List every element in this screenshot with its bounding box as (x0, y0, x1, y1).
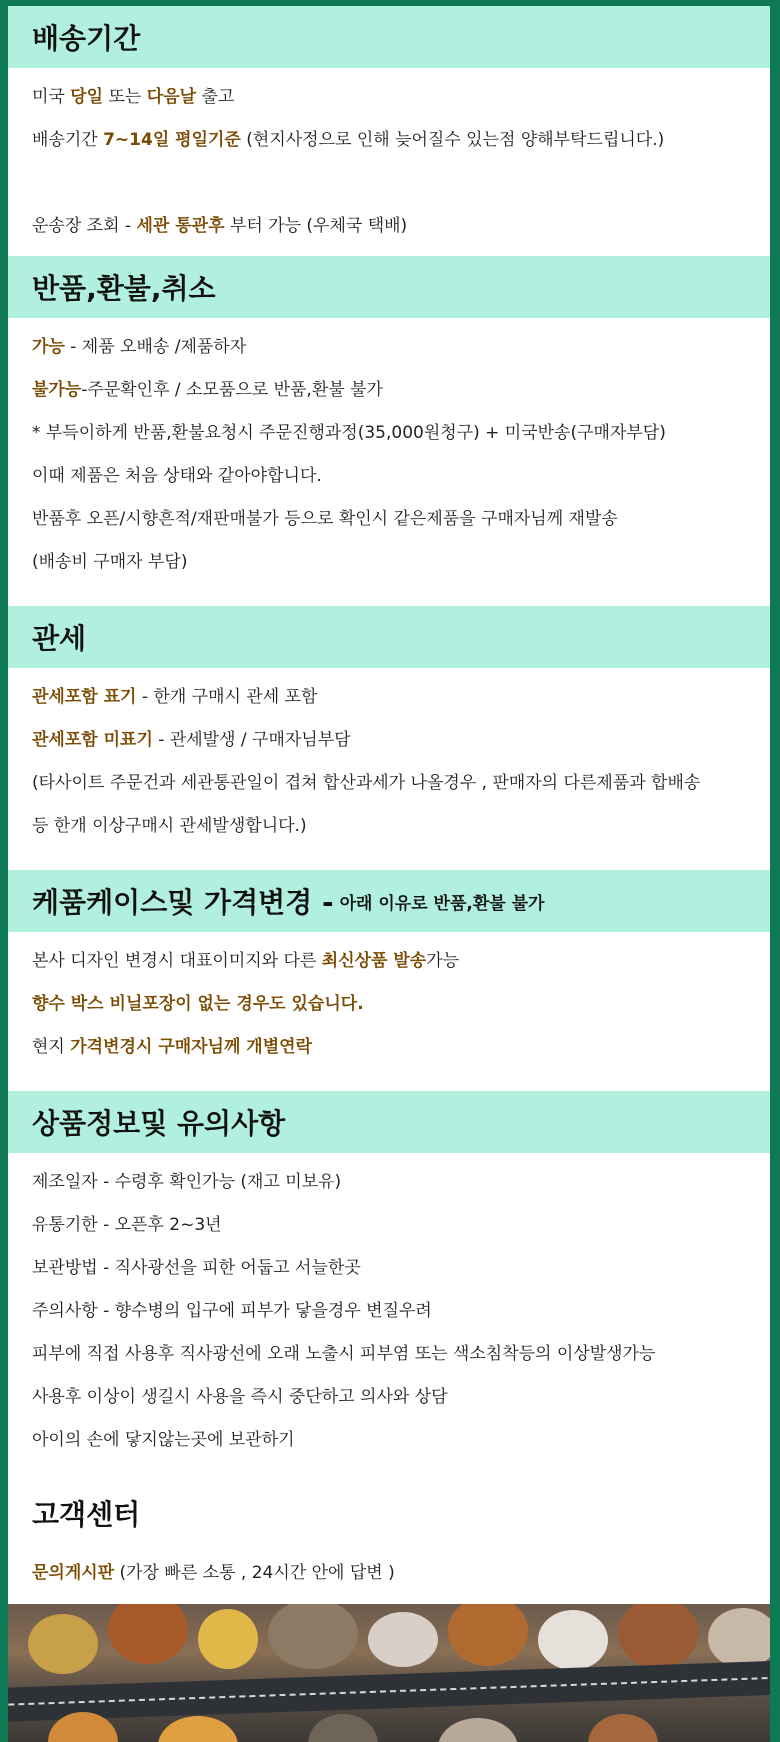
autumn-forest-road-photo (8, 1604, 770, 1742)
highlight-text: 세관 통관후 (136, 216, 225, 236)
section-body (8, 932, 770, 1069)
body-text: 또는 (103, 87, 147, 107)
body-text: 보관방법 - 직사광선을 피한 어둡고 서늘한곳 (32, 1258, 361, 1278)
body-text: 현지 (32, 1037, 71, 1057)
section-title: 배송기간 (32, 22, 141, 55)
body-text: (현지사정으로 인해 늦어질수 있는점 양해부탁드립니다.) (240, 130, 665, 150)
body-text: 피부에 직접 사용후 직사광선에 오래 노출시 피부염 또는 색소침착등의 이상발생가능 (32, 1344, 656, 1364)
body-text: 아이의 손에 닿지않는곳에 보관하기 (32, 1430, 295, 1450)
info-line (32, 162, 746, 205)
body-text: 반품후 오픈/시향흔적/재판매불가 등으로 확인시 같은제품을 구매자님께 재발송 (32, 509, 618, 529)
highlight-text: 다음날 (146, 87, 197, 107)
info-line (32, 541, 746, 584)
section-header (8, 256, 770, 318)
info-line (32, 1419, 746, 1462)
info-line (32, 119, 746, 162)
info-line (32, 1247, 746, 1290)
info-line (32, 205, 746, 248)
info-line (32, 1552, 746, 1595)
info-line (32, 76, 746, 119)
info-line (32, 326, 746, 369)
body-text: 미국 (32, 87, 71, 107)
body-text: (가장 빠른 소통 , 24시간 안에 답변 ) (114, 1563, 395, 1583)
section-title: 상품정보및 유의사항 (32, 1107, 286, 1140)
highlight-text: 최신상품 발송 (321, 951, 427, 971)
highlight-text: 문의게시판 (32, 1563, 115, 1583)
section-body (8, 68, 770, 248)
info-line (32, 983, 746, 1026)
info-line (32, 1204, 746, 1247)
highlight-text: 가격변경시 구매자님께 개별연락 (70, 1037, 312, 1057)
section-subtitle: 아래 이유로 반품,환불 불가 (339, 893, 545, 914)
body-text: 사용후 이상이 생길시 사용을 즉시 중단하고 의사와 상담 (32, 1387, 448, 1407)
body-text: (타사이트 주문건과 세관통관일이 겹쳐 합산과세가 나올경우 , 판매자의 다른제품과 합배송 (32, 773, 701, 793)
highlight-text: 관세포함 미표기 (32, 730, 153, 750)
highlight-text: 가능 (32, 337, 65, 357)
body-text: 본사 디자인 변경시 대표이미지와 다른 (32, 951, 322, 971)
highlight-text: 7~14일 평일기준 (103, 130, 241, 150)
section-body (8, 1153, 770, 1462)
body-text: 제조일자 - 수령후 확인가능 (재고 미보유) (32, 1172, 342, 1192)
info-line (32, 940, 746, 983)
body-text: 등 한개 이상구매시 관세발생합니다.) (32, 816, 307, 836)
section-title: 케품케이스및 가격변경 - (32, 886, 334, 919)
body-text: 가능 (426, 951, 460, 971)
section-body (8, 668, 770, 848)
body-text: - 제품 오배송 /제품하자 (64, 337, 247, 357)
info-line (32, 1161, 746, 1204)
body-text: - 관세발생 / 구매자님부담 (152, 730, 351, 750)
info-line (32, 719, 746, 762)
body-text: 유통기한 - 오픈후 2~3년 (32, 1215, 222, 1235)
body-text: 이때 제품은 처음 상태와 같아야합니다. (32, 466, 322, 486)
body-text: 부터 가능 (우체국 택배) (224, 216, 408, 236)
info-line (32, 369, 746, 412)
section-body (8, 318, 770, 584)
section-title: 반품,환불,취소 (32, 272, 216, 305)
body-text: 출고 (196, 87, 235, 107)
info-line (32, 762, 746, 805)
highlight-text: 향수 박스 비닐포장이 없는 경우도 있습니다. (32, 994, 364, 1014)
highlight-text: 관세포함 표기 (32, 687, 137, 707)
highlight-text: 당일 (70, 87, 104, 107)
info-line (32, 805, 746, 848)
shipping-info-page (8, 6, 770, 1742)
section-header (8, 6, 770, 68)
info-line (32, 498, 746, 541)
body-text: 운송장 조회 - (32, 216, 137, 236)
info-line (32, 676, 746, 719)
highlight-text: 불가능 (32, 380, 82, 400)
section-header (8, 1091, 770, 1153)
info-sections (8, 6, 770, 1470)
info-line (32, 412, 746, 455)
customer-center-title: 고객센터 (32, 1498, 141, 1531)
info-line (32, 1026, 746, 1069)
section-header (8, 606, 770, 668)
body-text: (배송비 구매자 부담) (32, 552, 188, 572)
body-text: 주의사항 - 향수병의 입구에 피부가 닿을경우 변질우려 (32, 1301, 432, 1321)
info-line (32, 455, 746, 498)
body-text: - 한개 구매시 관세 포함 (136, 687, 318, 707)
info-line (32, 1333, 746, 1376)
body-text: * 부득이하게 반품,환불요청시 주문진행과정(35,000원청구) + 미국반송(구매자부담) (32, 423, 666, 443)
section-header (8, 870, 770, 932)
section-title: 관세 (32, 622, 87, 655)
body-text: -주문확인후 / 소모품으로 반품,환불 불가 (81, 380, 383, 400)
info-line (32, 1290, 746, 1333)
info-line (32, 1376, 746, 1419)
body-text: 배송기간 (32, 130, 104, 150)
